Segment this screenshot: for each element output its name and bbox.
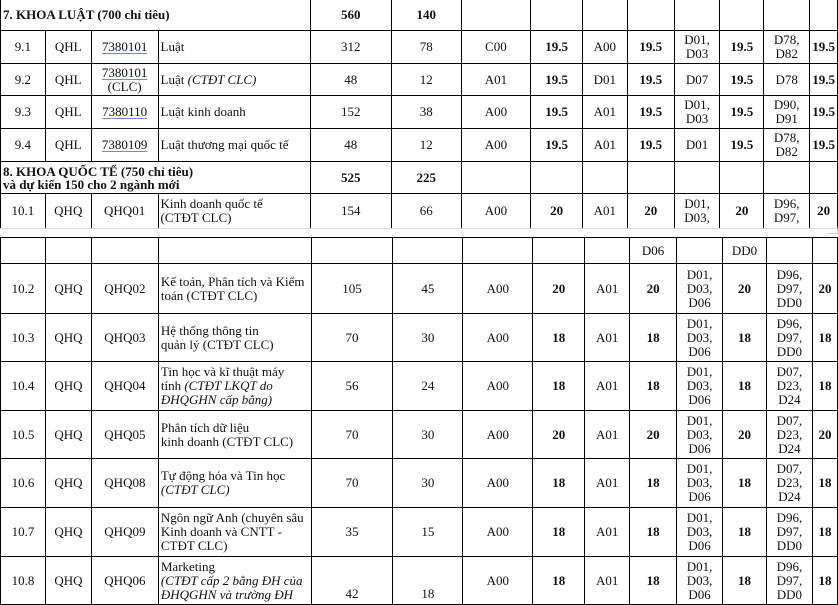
quota-a: 312 bbox=[310, 31, 391, 64]
quota-b: 24 bbox=[393, 362, 463, 411]
score-1: 18 bbox=[533, 557, 585, 605]
quota-a: 35 bbox=[311, 508, 393, 557]
quota-a: 70 bbox=[311, 459, 393, 508]
major-code bbox=[91, 557, 158, 605]
major-name-note: (CTĐT cấp 2 bằng ĐH của ĐHQGHN và trường ĐH bbox=[160, 572, 303, 602]
table-row bbox=[1, 264, 838, 314]
major-code-text: 7380109 bbox=[101, 137, 148, 152]
page-corner-mark bbox=[828, 226, 838, 234]
quota-a: 70 bbox=[311, 314, 393, 362]
quota-a: 70 bbox=[311, 411, 393, 459]
subject-group-3: D01 bbox=[674, 129, 720, 162]
quota-b: 15 bbox=[393, 508, 463, 557]
table-row bbox=[1, 411, 838, 459]
admission-table-part1 bbox=[0, 0, 838, 229]
major-code bbox=[91, 129, 158, 162]
quota-a: 48 bbox=[310, 129, 391, 162]
score-2: 18 bbox=[630, 314, 677, 362]
subject-group-4: D78, D82 bbox=[764, 31, 810, 64]
major-name bbox=[158, 129, 310, 162]
subject-group-2: A01 bbox=[585, 557, 630, 605]
section-title: 7. KHOA LUẬT (700 chỉ tiêu) bbox=[1, 0, 311, 31]
subject-group-4: D07, D23, D24 bbox=[766, 411, 812, 459]
major-code bbox=[91, 96, 158, 129]
section-title: 8. KHOA QUỐC TẾ (750 chỉ tiêu) và dự kiến 150 cho 2 ngành mới bbox=[1, 162, 311, 194]
row-number: 10.4 bbox=[1, 362, 46, 411]
subject-group-3: D01, D03, D06 bbox=[677, 459, 723, 508]
subject-group-4: D96, D97, DD0 bbox=[766, 508, 812, 557]
group-3: D06 bbox=[630, 238, 677, 264]
subject-group-3: D01, D03, D06 bbox=[677, 411, 723, 459]
major-code bbox=[91, 31, 158, 64]
quota-b: 30 bbox=[393, 314, 463, 362]
table-row bbox=[1, 557, 838, 605]
subject-group-1: A00 bbox=[463, 411, 533, 459]
major-name-note: (CTĐT CLC) bbox=[160, 482, 230, 497]
row-number: 10.1 bbox=[1, 194, 46, 229]
major-name-text: Kinh doanh quốc tế (CTĐT CLC) bbox=[160, 196, 263, 225]
score-4: 19.5 bbox=[810, 129, 838, 162]
score-4: 18 bbox=[812, 314, 837, 362]
score-4: 18 bbox=[812, 362, 837, 411]
table-row bbox=[1, 362, 838, 411]
major-name-text: Tin học và kĩ thuật máy bbox=[160, 364, 285, 379]
admission-table-part2 bbox=[0, 237, 838, 605]
subject-group-2: A01 bbox=[582, 96, 627, 129]
subject-group-1: A00 bbox=[463, 508, 533, 557]
quota-b: 12 bbox=[392, 129, 462, 162]
major-name-text: Marketing bbox=[160, 558, 216, 574]
table-row bbox=[1, 314, 838, 362]
quota-b: 225 bbox=[392, 162, 462, 194]
table-row bbox=[1, 96, 838, 129]
school-code: QHQ bbox=[45, 459, 91, 508]
table-row bbox=[1, 129, 838, 162]
table-row bbox=[1, 31, 838, 64]
subject-group-4: D96, D97, bbox=[764, 194, 810, 229]
score-3: 19.5 bbox=[720, 129, 764, 162]
major-name bbox=[158, 362, 311, 411]
school-code: QHL bbox=[45, 31, 91, 64]
score-2: 19.5 bbox=[627, 64, 674, 96]
school-code: QHQ bbox=[45, 264, 91, 314]
school-code: QHL bbox=[45, 96, 91, 129]
subject-group-1: A00 bbox=[463, 557, 533, 605]
subject-group-1: A00 bbox=[461, 194, 531, 229]
score-2: 18 bbox=[630, 362, 677, 411]
continuation-row bbox=[1, 238, 838, 264]
score-4: 19.5 bbox=[810, 96, 838, 129]
score-3: 19.5 bbox=[720, 31, 764, 64]
subject-group-1: A00 bbox=[463, 459, 533, 508]
subject-group-2: A01 bbox=[585, 508, 630, 557]
quota-a: 42 bbox=[311, 557, 393, 605]
subject-group-4: D90, D91 bbox=[764, 96, 810, 129]
score-4: 20 bbox=[812, 264, 837, 314]
quota-a: 152 bbox=[310, 96, 391, 129]
subject-group-1: A00 bbox=[461, 129, 531, 162]
score-3: 18 bbox=[723, 459, 767, 508]
score-4: 20 bbox=[812, 411, 837, 459]
subject-group-3: D07 bbox=[674, 64, 720, 96]
subject-group-1: A00 bbox=[463, 314, 533, 362]
major-code bbox=[91, 64, 158, 96]
major-name-note: (CTĐT CLC) bbox=[187, 71, 257, 87]
subject-group-3: D01, D03 bbox=[674, 31, 720, 64]
major-code bbox=[91, 362, 158, 411]
score-2: 19.5 bbox=[627, 129, 674, 162]
subject-group-1: A01 bbox=[461, 64, 531, 96]
subject-group-4: D78 bbox=[764, 64, 810, 96]
major-code-text: 7380110 bbox=[102, 104, 148, 119]
score-1: 19.5 bbox=[531, 96, 583, 129]
quota-a: 56 bbox=[311, 362, 393, 411]
school-code: QHQ bbox=[45, 194, 91, 229]
major-code-text: QHQ03 bbox=[104, 329, 146, 345]
school-code: QHQ bbox=[45, 557, 91, 605]
score-1: 18 bbox=[533, 314, 585, 362]
major-name-text: Luật kinh doanh bbox=[160, 104, 246, 119]
subject-group-1: C00 bbox=[461, 31, 531, 64]
subject-group-2: D01 bbox=[582, 64, 627, 96]
score-1: 19.5 bbox=[531, 64, 583, 96]
quota-b: 38 bbox=[392, 96, 462, 129]
row-number: 10.6 bbox=[1, 459, 46, 508]
row-number: 10.7 bbox=[1, 508, 46, 557]
score-4: 20 bbox=[810, 194, 838, 229]
quota-b: 18 bbox=[393, 557, 463, 605]
subject-group-4: D07, D23, D24 bbox=[766, 362, 812, 411]
table-row bbox=[1, 508, 838, 557]
major-name bbox=[158, 557, 311, 605]
score-2: 20 bbox=[630, 411, 677, 459]
school-code: QHQ bbox=[45, 314, 91, 362]
group-4: DD0 bbox=[723, 238, 767, 264]
subject-group-4: D78, D82 bbox=[764, 129, 810, 162]
major-name-text: Tự động hóa và Tin học bbox=[160, 468, 286, 483]
score-2: 18 bbox=[630, 508, 677, 557]
major-code-text: QHQ08 bbox=[104, 475, 146, 490]
score-4: 19.5 bbox=[810, 64, 838, 96]
major-code bbox=[91, 314, 158, 362]
major-name-text: Hệ thống thông tin quản lý (CTĐT CLC) bbox=[160, 322, 274, 352]
score-1: 18 bbox=[533, 459, 585, 508]
subject-group-3: D01, D03 bbox=[674, 96, 720, 129]
subject-group-3: D01, D03, D06 bbox=[677, 314, 723, 362]
subject-group-2: A01 bbox=[585, 411, 630, 459]
score-3: 19.5 bbox=[720, 64, 764, 96]
section-row-khoa-quoc-te bbox=[1, 162, 838, 194]
score-1: 18 bbox=[533, 362, 585, 411]
major-code bbox=[91, 194, 158, 229]
score-3: 18 bbox=[723, 314, 767, 362]
section-row-khoa-luat bbox=[1, 0, 838, 31]
row-number: 9.4 bbox=[1, 129, 46, 162]
major-name bbox=[158, 264, 311, 314]
major-name bbox=[158, 411, 311, 459]
subject-group-2: A01 bbox=[582, 194, 627, 229]
table-row bbox=[1, 459, 838, 508]
quota-a: 48 bbox=[310, 64, 391, 96]
row-number: 10.5 bbox=[1, 411, 46, 459]
subject-group-3: D01, D03, D06 bbox=[677, 264, 723, 314]
school-code: QHL bbox=[45, 129, 91, 162]
school-code: QHQ bbox=[45, 508, 91, 557]
major-name-text: Phân tích dữ liệu kinh doanh (CTĐT CLC) bbox=[160, 419, 294, 449]
row-number: 10.3 bbox=[1, 314, 46, 362]
subject-group-4: D96, D97, DD0 bbox=[766, 264, 812, 314]
major-code-text: QHQ06 bbox=[104, 572, 146, 588]
subject-group-4: D07, D23, D24 bbox=[766, 459, 812, 508]
table-row bbox=[1, 64, 838, 96]
subject-group-2: A00 bbox=[582, 31, 627, 64]
quota-a: 560 bbox=[310, 0, 391, 31]
quota-b: 12 bbox=[392, 64, 462, 96]
subject-group-2: A01 bbox=[585, 314, 630, 362]
major-name bbox=[158, 508, 311, 557]
score-1: 19.5 bbox=[531, 31, 583, 64]
major-name bbox=[158, 459, 311, 508]
row-number: 10.8 bbox=[1, 557, 46, 605]
score-3: 20 bbox=[723, 411, 767, 459]
major-code bbox=[91, 508, 158, 557]
score-2: 18 bbox=[630, 557, 677, 605]
score-2: 18 bbox=[630, 459, 677, 508]
subject-group-4: D96, D97, DD0 bbox=[766, 314, 812, 362]
score-1: 20 bbox=[533, 411, 585, 459]
major-code-text: QHQ09 bbox=[104, 524, 146, 539]
major-name-text: Ngôn ngữ Anh (chuyên sâu Kinh doanh và CNTT - CTĐT CLC) bbox=[160, 510, 304, 553]
subject-group-3: D01, D03, D06 bbox=[677, 362, 723, 411]
quota-b: 30 bbox=[393, 411, 463, 459]
quota-b: 78 bbox=[392, 31, 462, 64]
major-code-text: QHQ02 bbox=[104, 280, 146, 296]
score-3: 18 bbox=[723, 362, 767, 411]
subject-group-4: D96, D97, DD0 bbox=[766, 557, 812, 605]
score-2: 20 bbox=[630, 264, 677, 314]
score-2: 19.5 bbox=[627, 96, 674, 129]
major-code-text: QHQ01 bbox=[104, 203, 146, 218]
major-name-text: Luật bbox=[160, 71, 185, 87]
major-code bbox=[91, 411, 158, 459]
major-name bbox=[158, 31, 310, 64]
quota-b: 30 bbox=[393, 459, 463, 508]
score-3: 20 bbox=[723, 264, 767, 314]
score-3: 20 bbox=[720, 194, 764, 229]
score-3: 18 bbox=[723, 557, 767, 605]
major-name bbox=[158, 64, 310, 96]
score-1: 18 bbox=[533, 508, 585, 557]
major-code bbox=[91, 264, 158, 314]
score-2: 20 bbox=[627, 194, 674, 229]
score-4: 18 bbox=[812, 508, 837, 557]
major-name-text: Luật bbox=[160, 39, 185, 54]
major-code-text: 7380101 bbox=[101, 39, 148, 54]
subject-group-1: A00 bbox=[461, 96, 531, 129]
major-name bbox=[158, 96, 310, 129]
major-name bbox=[158, 314, 311, 362]
row-number: 10.2 bbox=[1, 264, 46, 314]
quota-b: 66 bbox=[392, 194, 462, 229]
table-row bbox=[1, 194, 838, 229]
school-code: QHQ bbox=[45, 411, 91, 459]
quota-a: 105 bbox=[311, 264, 393, 314]
major-code-text: QHQ05 bbox=[104, 426, 146, 442]
subject-group-2: A01 bbox=[585, 264, 630, 314]
subject-group-3: D01, D03, D06 bbox=[677, 508, 723, 557]
quota-a: 525 bbox=[310, 162, 391, 194]
quota-b: 140 bbox=[392, 0, 462, 31]
subject-group-3: D01, D03, D06 bbox=[677, 557, 723, 605]
subject-group-1: A00 bbox=[463, 362, 533, 411]
row-number: 9.3 bbox=[1, 96, 46, 129]
subject-group-2: A01 bbox=[585, 459, 630, 508]
major-name-text: Luật thương mại quốc tế bbox=[160, 137, 289, 152]
score-1: 19.5 bbox=[531, 129, 583, 162]
major-name-text: Kế toán, Phân tích và Kiểm toán (CTĐT CLC) bbox=[160, 273, 305, 303]
major-code-text: QHQ04 bbox=[104, 378, 146, 393]
subject-group-1: A00 bbox=[463, 264, 533, 314]
row-number: 9.2 bbox=[1, 64, 46, 96]
score-1: 20 bbox=[533, 264, 585, 314]
major-code-suffix: (CLC) bbox=[107, 78, 142, 94]
major-name bbox=[158, 194, 310, 229]
score-4: 19.5 bbox=[810, 31, 838, 64]
score-2: 19.5 bbox=[627, 31, 674, 64]
score-4: 18 bbox=[812, 459, 837, 508]
subject-group-2: A01 bbox=[582, 129, 627, 162]
school-code: QHQ bbox=[45, 362, 91, 411]
major-code bbox=[91, 459, 158, 508]
major-code-text: 7380101 bbox=[101, 64, 148, 80]
quota-a: 154 bbox=[310, 194, 391, 229]
score-3: 19.5 bbox=[720, 96, 764, 129]
score-4: 18 bbox=[812, 557, 837, 605]
subject-group-2: A01 bbox=[585, 362, 630, 411]
school-code: QHL bbox=[45, 64, 91, 96]
major-name-rest: tính bbox=[160, 378, 182, 393]
major-name-note: (CTĐT LKQT do ĐHQGHN cấp bằng) bbox=[160, 378, 273, 407]
subject-group-3: D01, D03, bbox=[674, 194, 720, 229]
score-3: 18 bbox=[723, 508, 767, 557]
score-1: 20 bbox=[531, 194, 583, 229]
quota-b: 45 bbox=[393, 264, 463, 314]
row-number: 9.1 bbox=[1, 31, 46, 64]
